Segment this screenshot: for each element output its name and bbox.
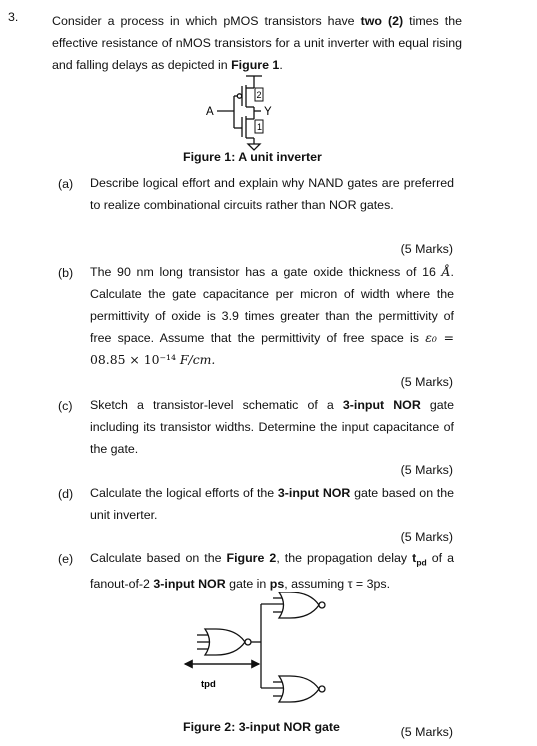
part-e-label: (e) bbox=[58, 552, 74, 566]
nor-fanout-diagram bbox=[175, 592, 350, 712]
part-d-label: (d) bbox=[58, 487, 74, 501]
question-intro: Consider a process in which pMOS transistors have two (2) times the effective resistance of nMOS transistors for a unit inverter with equal rising and falling delays as depicted in Figure 1. bbox=[52, 14, 463, 72]
part-a-marks: (5 Marks) bbox=[400, 242, 453, 256]
part-a-label: (a) bbox=[58, 177, 74, 191]
input-label: A bbox=[206, 106, 214, 118]
pmos-width-label: 2 bbox=[256, 90, 262, 100]
part-d-text: Calculate the logical efforts of the 3-input NOR gate based on the unit inverter. bbox=[90, 486, 454, 522]
part-b-marks: (5 Marks) bbox=[400, 375, 453, 389]
part-c-marks: (5 Marks) bbox=[400, 463, 453, 477]
inverter-schematic bbox=[195, 72, 285, 152]
driver-nor-gate bbox=[197, 629, 251, 655]
nmos-width-label: 1 bbox=[257, 122, 263, 132]
output-label: Y bbox=[264, 106, 272, 118]
figure2-caption: Figure 2: 3-input NOR gate bbox=[183, 720, 340, 734]
question-number: 3. bbox=[8, 10, 19, 24]
part-e-marks: (5 Marks) bbox=[400, 725, 453, 739]
part-c-label: (c) bbox=[58, 399, 73, 413]
part-c-text: Sketch a transistor-level schematic of a 3-input NOR gate including its transistor widths. Determine the input capacitance of the gate. bbox=[90, 398, 454, 456]
part-e-text: Calculate based on the Figure 2, the propagation delay $t_{pd}$ of a fanout-of-2 3-input NOR gate in ps, assuming τ = 3ps. bbox=[90, 551, 454, 592]
figure1-caption: Figure 1: A unit inverter bbox=[183, 150, 322, 164]
part-b-label: (b) bbox=[58, 266, 74, 280]
part-a-text: Describe logical effort and explain why NAND gates are preferred to realize combinational circuits rather than NOR gates. bbox=[90, 176, 454, 212]
part-b-text: The 90 nm long transistor has a gate oxide thickness of 16 Å. Calculate the gate capacitance per micron of width where the permittivity of oxide is 3.9 times greater than the permittivity of free space. Assume that the permittivity of free space is ε₀ = 08.85 × 10⁻¹⁴ F/cm. bbox=[90, 264, 454, 367]
load-nor-gate-bottom bbox=[261, 676, 325, 702]
delay-label: tpd bbox=[201, 679, 216, 690]
part-d-marks: (5 Marks) bbox=[400, 530, 453, 544]
load-nor-gate-top bbox=[261, 592, 325, 618]
